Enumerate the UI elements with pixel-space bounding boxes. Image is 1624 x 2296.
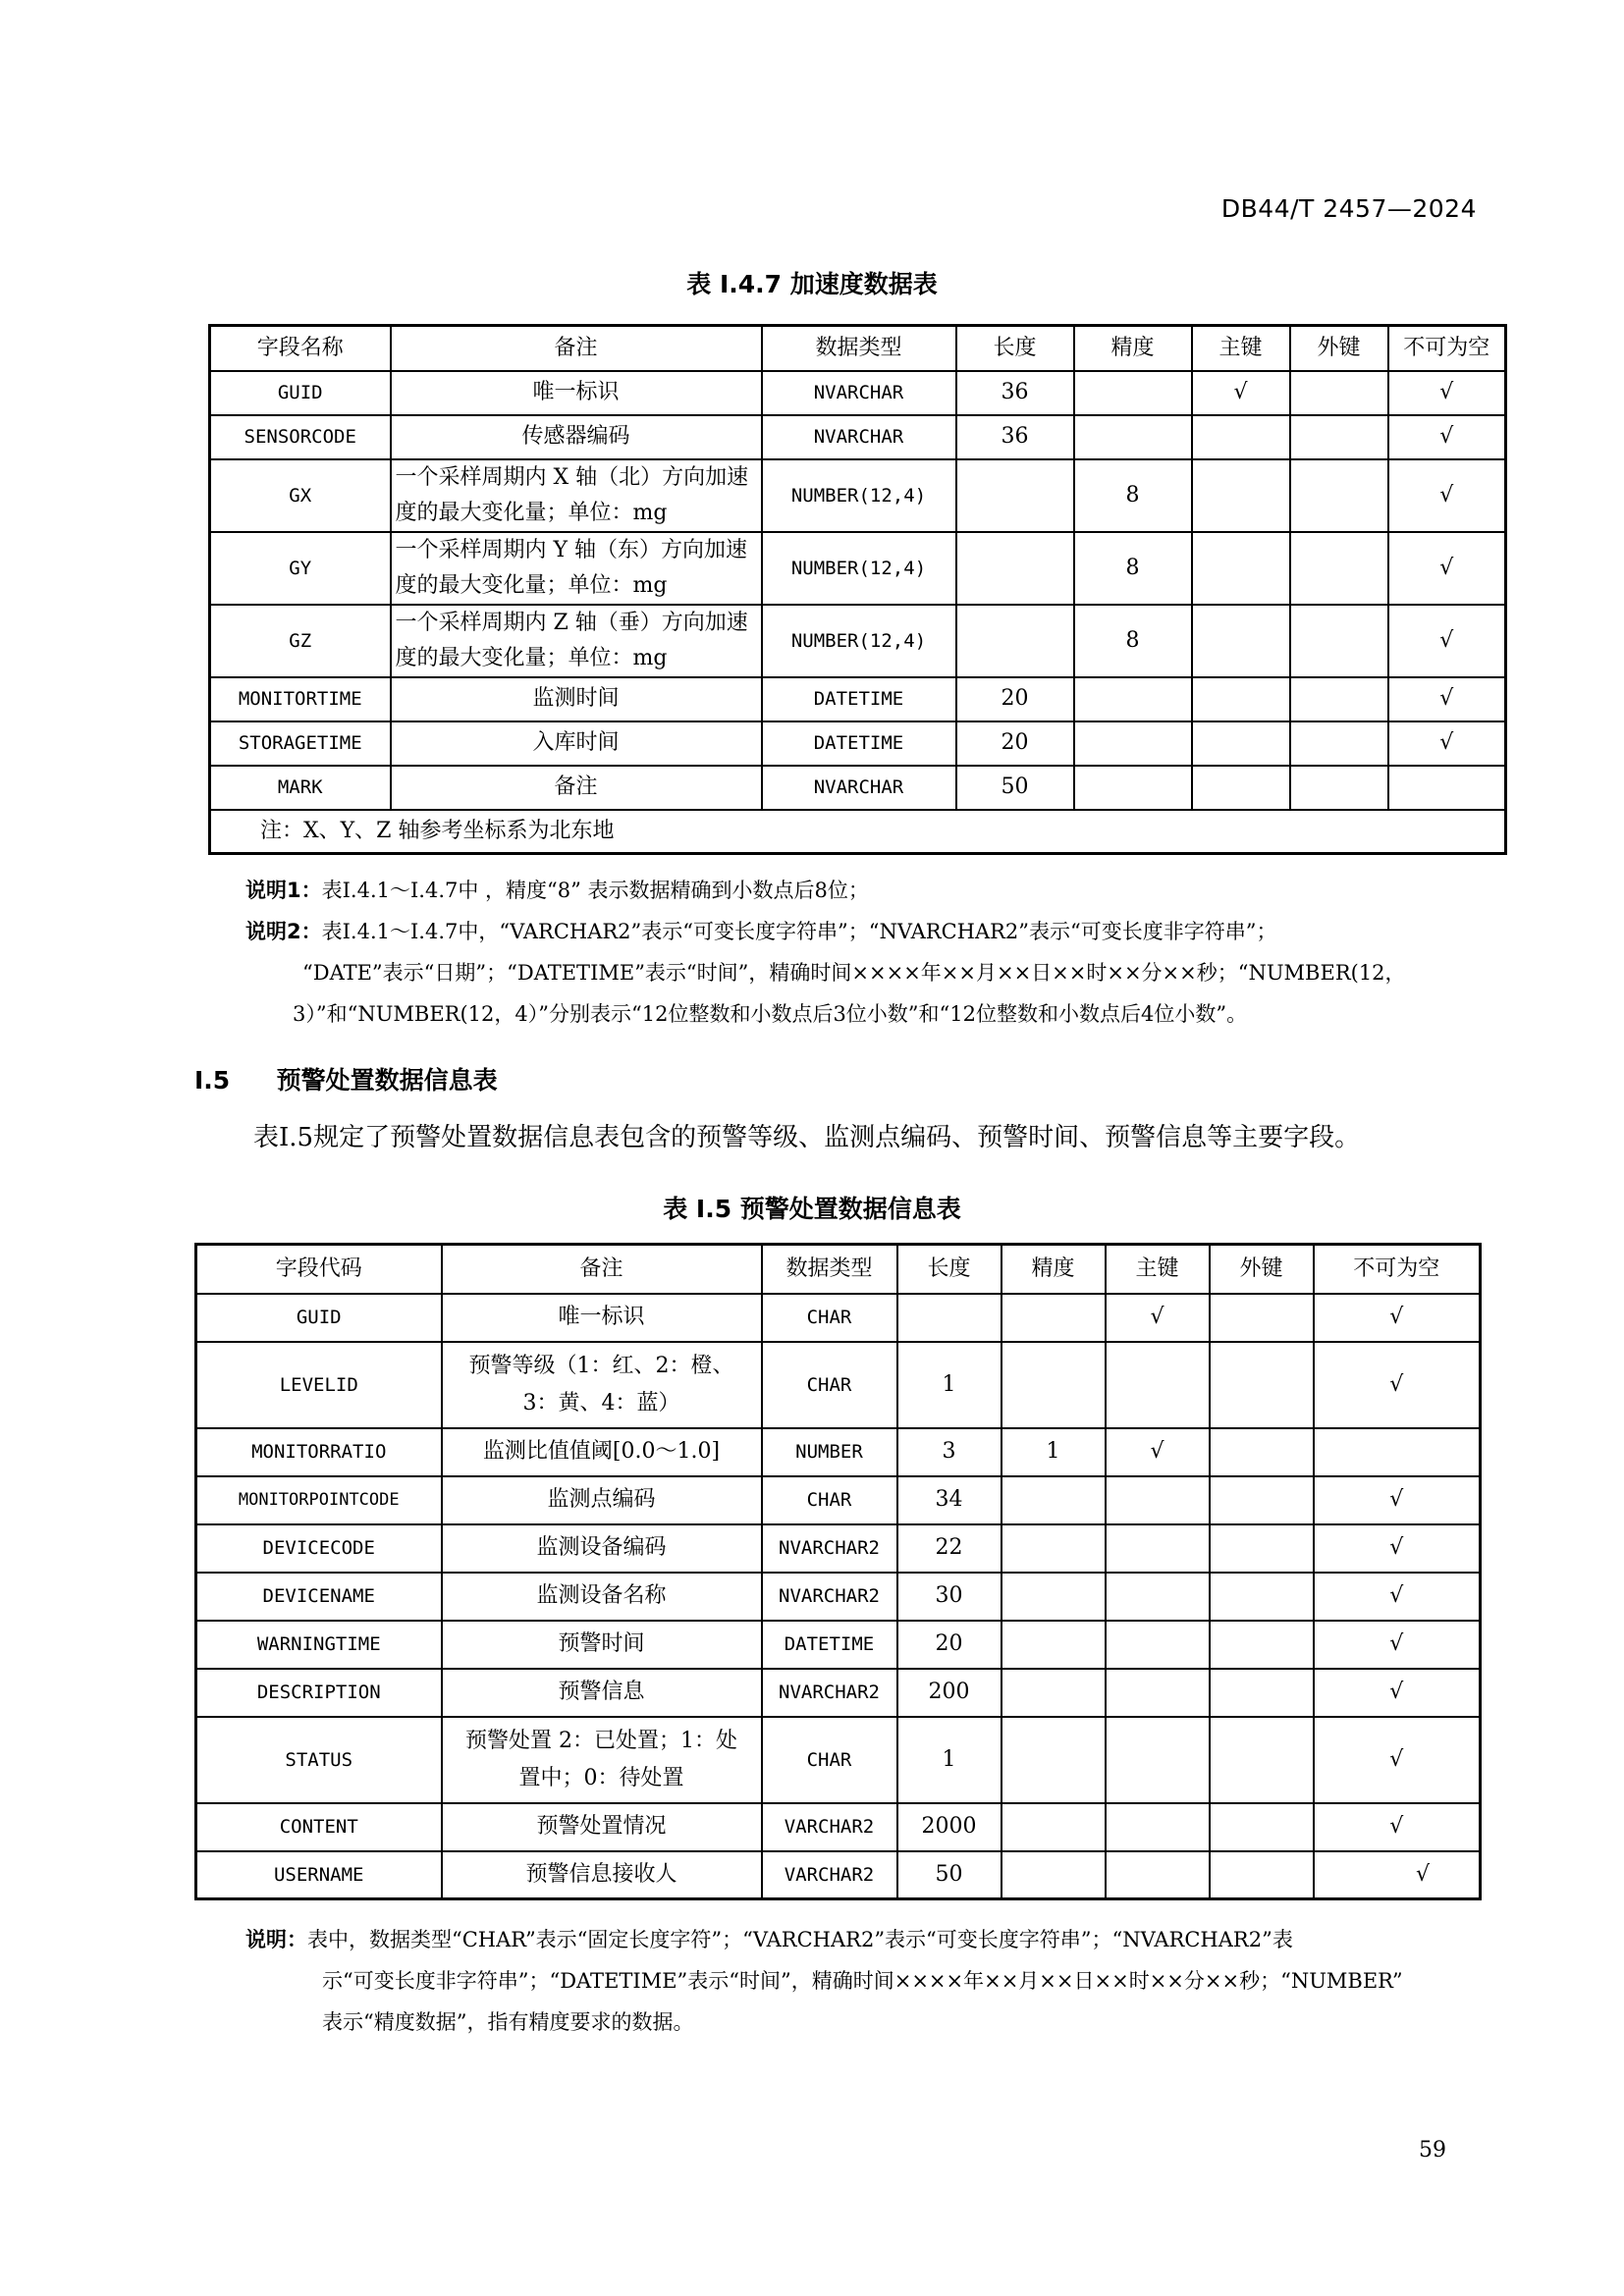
field-length xyxy=(897,1294,1001,1342)
field-code: DEVICENAME xyxy=(196,1573,442,1621)
field-code: GUID xyxy=(196,1294,442,1342)
field-not-null: √ xyxy=(1388,677,1506,721)
field-not-null xyxy=(1314,1428,1481,1476)
field-remark: 一个采样周期内 X 轴（北）方向加速度的最大变化量；单位：mg xyxy=(391,459,762,532)
field-foreign-key xyxy=(1290,371,1388,415)
field-name: GY xyxy=(210,532,391,605)
field-primary-key xyxy=(1192,721,1290,766)
field-precision xyxy=(1001,1294,1106,1342)
table-row xyxy=(196,1524,1481,1573)
field-type: NVARCHAR xyxy=(762,415,956,459)
field-remark: 入库时间 xyxy=(391,721,762,766)
field-primary-key xyxy=(1106,1803,1210,1851)
table2-header-cell: 主键 xyxy=(1106,1245,1210,1294)
field-type: CHAR xyxy=(762,1294,897,1342)
field-foreign-key xyxy=(1210,1524,1314,1573)
field-primary-key xyxy=(1192,605,1290,677)
notes-block-2 xyxy=(245,1919,1512,2043)
field-foreign-key xyxy=(1290,415,1388,459)
table2-header-row xyxy=(196,1245,1481,1294)
field-not-null: √ xyxy=(1314,1717,1481,1803)
field-name: SENSORCODE xyxy=(210,415,391,459)
field-primary-key xyxy=(1106,1342,1210,1428)
field-foreign-key xyxy=(1210,1342,1314,1428)
field-primary-key xyxy=(1192,459,1290,532)
field-type: NUMBER(12,4) xyxy=(762,605,956,677)
field-type: DATETIME xyxy=(762,677,956,721)
table2-header-cell: 长度 xyxy=(897,1245,1001,1294)
field-primary-key xyxy=(1106,1669,1210,1717)
field-type: NUMBER xyxy=(762,1428,897,1476)
field-name: MONITORTIME xyxy=(210,677,391,721)
section-paragraph: 表I.5规定了预警处置数据信息表包含的预警等级、监测点编码、预警时间、预警信息等主要字段。 xyxy=(253,1123,1361,1152)
field-length: 20 xyxy=(956,721,1074,766)
table-row xyxy=(210,766,1506,810)
field-not-null: √ xyxy=(1314,1621,1481,1669)
field-not-null: √ xyxy=(1388,605,1506,677)
table1-header-cell: 不可为空 xyxy=(1388,326,1506,371)
table-row xyxy=(196,1294,1481,1342)
field-code: MONITORPOINTCODE xyxy=(196,1476,442,1524)
document-code: DB44/T 2457—2024 xyxy=(1220,194,1477,223)
table2-header-cell: 备注 xyxy=(442,1245,762,1294)
field-length: 2000 xyxy=(897,1803,1001,1851)
field-length: 36 xyxy=(956,415,1074,459)
field-remark: 监测设备编码 xyxy=(442,1524,762,1573)
table2-note-line3: 表示“精度数据”，指有精度要求的数据。 xyxy=(322,2010,694,2034)
field-length: 30 xyxy=(897,1573,1001,1621)
field-code: STATUS xyxy=(196,1717,442,1803)
table1-header-cell: 字段名称 xyxy=(210,326,391,371)
table1-footnote: 注：X、Y、Z 轴参考坐标系为北东地 xyxy=(210,810,1506,854)
field-not-null: √ xyxy=(1388,721,1506,766)
field-not-null: √ xyxy=(1314,1294,1481,1342)
table2-header-cell: 不可为空 xyxy=(1314,1245,1481,1294)
table-row xyxy=(210,677,1506,721)
notes-block-1 xyxy=(245,870,1522,1035)
field-primary-key xyxy=(1192,677,1290,721)
note1-text: 表I.4.1～I.4.7中 ，精度“8” 表示数据精确到小数点后8位； xyxy=(321,879,869,902)
field-not-null: √ xyxy=(1314,1851,1481,1899)
field-not-null: √ xyxy=(1314,1524,1481,1573)
field-remark: 一个采样周期内 Z 轴（垂）方向加速度的最大变化量；单位：mg xyxy=(391,605,762,677)
table-row xyxy=(196,1669,1481,1717)
section-number: I.5 xyxy=(194,1066,231,1095)
field-name: GZ xyxy=(210,605,391,677)
table2-note-label: 说明： xyxy=(245,1928,307,1951)
field-remark: 预警处置 2：已处置；1：处置中；0：待处置 xyxy=(442,1717,762,1803)
table1-header-cell: 数据类型 xyxy=(762,326,956,371)
field-code: DEVICECODE xyxy=(196,1524,442,1573)
field-name: GX xyxy=(210,459,391,532)
field-type: CHAR xyxy=(762,1342,897,1428)
field-code: USERNAME xyxy=(196,1851,442,1899)
field-type: NVARCHAR xyxy=(762,766,956,810)
field-precision xyxy=(1001,1573,1106,1621)
table-row xyxy=(210,415,1506,459)
field-type: NVARCHAR2 xyxy=(762,1669,897,1717)
field-code: MONITORRATIO xyxy=(196,1428,442,1476)
field-foreign-key xyxy=(1210,1621,1314,1669)
field-foreign-key xyxy=(1290,721,1388,766)
field-name: STORAGETIME xyxy=(210,721,391,766)
table-row xyxy=(210,459,1506,532)
field-length: 20 xyxy=(956,677,1074,721)
field-precision xyxy=(1074,415,1192,459)
field-remark: 监测比值值阈[0.0～1.0] xyxy=(442,1428,762,1476)
table1-header-cell: 长度 xyxy=(956,326,1074,371)
field-remark: 监测点编码 xyxy=(442,1476,762,1524)
table2-header-cell: 数据类型 xyxy=(762,1245,897,1294)
table1-caption: 表 I.4.7 加速度数据表 xyxy=(686,270,938,298)
field-not-null: √ xyxy=(1314,1573,1481,1621)
note2-text-line2: “DATE”表示“日期”；“DATETIME”表示“时间”，精确时间××××年××月××日××时××分××秒；“NUMBER(12， xyxy=(302,961,1406,985)
field-remark: 唯一标识 xyxy=(442,1294,762,1342)
field-primary-key xyxy=(1192,766,1290,810)
field-type: DATETIME xyxy=(762,1621,897,1669)
field-precision: 1 xyxy=(1001,1428,1106,1476)
field-length xyxy=(956,459,1074,532)
field-precision xyxy=(1001,1669,1106,1717)
note2-label: 说明2： xyxy=(245,920,322,943)
field-type: NVARCHAR xyxy=(762,371,956,415)
field-not-null: √ xyxy=(1314,1803,1481,1851)
section-heading xyxy=(194,1061,498,1096)
note2-text-line1: 表I.4.1～I.4.7中，“VARCHAR2”表示“可变长度字符串”；“NVARCHAR2”表示“可变长度非字符串”； xyxy=(321,920,1277,943)
field-code: WARNINGTIME xyxy=(196,1621,442,1669)
field-foreign-key xyxy=(1210,1669,1314,1717)
acceleration-data-table xyxy=(208,324,1507,855)
field-not-null: √ xyxy=(1388,371,1506,415)
field-primary-key xyxy=(1106,1621,1210,1669)
field-primary-key xyxy=(1106,1524,1210,1573)
field-type: DATETIME xyxy=(762,721,956,766)
table1-header-cell: 主键 xyxy=(1192,326,1290,371)
field-remark: 预警处置情况 xyxy=(442,1803,762,1851)
table-row xyxy=(196,1573,1481,1621)
field-precision xyxy=(1074,371,1192,415)
field-length: 50 xyxy=(897,1851,1001,1899)
field-primary-key: √ xyxy=(1192,371,1290,415)
field-precision xyxy=(1001,1851,1106,1899)
field-foreign-key xyxy=(1210,1573,1314,1621)
field-length: 34 xyxy=(897,1476,1001,1524)
field-precision xyxy=(1001,1342,1106,1428)
field-length: 1 xyxy=(897,1717,1001,1803)
field-remark: 传感器编码 xyxy=(391,415,762,459)
field-precision: 8 xyxy=(1074,605,1192,677)
field-name: MARK xyxy=(210,766,391,810)
field-primary-key xyxy=(1192,532,1290,605)
field-name: GUID xyxy=(210,371,391,415)
field-foreign-key xyxy=(1210,1428,1314,1476)
field-not-null: √ xyxy=(1314,1669,1481,1717)
field-remark: 监测设备名称 xyxy=(442,1573,762,1621)
field-primary-key xyxy=(1106,1476,1210,1524)
field-code: DESCRIPTION xyxy=(196,1669,442,1717)
field-type: NUMBER(12,4) xyxy=(762,459,956,532)
field-length: 22 xyxy=(897,1524,1001,1573)
field-length: 20 xyxy=(897,1621,1001,1669)
note2-text-line3: 3）”和“NUMBER(12，4）”分别表示“12位整数和小数点后3位小数”和“12位整数和小数点后4位小数”。 xyxy=(293,1002,1248,1026)
field-code: LEVELID xyxy=(196,1342,442,1428)
field-precision xyxy=(1074,677,1192,721)
field-type: NVARCHAR2 xyxy=(762,1573,897,1621)
field-not-null: √ xyxy=(1388,459,1506,532)
field-precision xyxy=(1001,1524,1106,1573)
field-type: NUMBER(12,4) xyxy=(762,532,956,605)
field-type: NVARCHAR2 xyxy=(762,1524,897,1573)
field-precision xyxy=(1001,1476,1106,1524)
table-row xyxy=(210,605,1506,677)
field-foreign-key xyxy=(1290,459,1388,532)
table1-header-cell: 外键 xyxy=(1290,326,1388,371)
field-foreign-key xyxy=(1210,1803,1314,1851)
field-remark: 预警等级（1：红、2：橙、3：黄、4：蓝） xyxy=(442,1342,762,1428)
field-foreign-key xyxy=(1210,1717,1314,1803)
field-remark: 唯一标识 xyxy=(391,371,762,415)
field-foreign-key xyxy=(1290,532,1388,605)
table-row xyxy=(196,1342,1481,1428)
table-row xyxy=(196,1717,1481,1803)
table-row xyxy=(196,1476,1481,1524)
field-foreign-key xyxy=(1290,677,1388,721)
table-row xyxy=(196,1621,1481,1669)
field-foreign-key xyxy=(1210,1476,1314,1524)
table-row xyxy=(196,1803,1481,1851)
field-primary-key: √ xyxy=(1106,1294,1210,1342)
field-precision: 8 xyxy=(1074,459,1192,532)
table2-header-cell: 字段代码 xyxy=(196,1245,442,1294)
table-row xyxy=(196,1428,1481,1476)
field-primary-key xyxy=(1106,1573,1210,1621)
field-length: 200 xyxy=(897,1669,1001,1717)
table1-header-cell: 备注 xyxy=(391,326,762,371)
field-length: 36 xyxy=(956,371,1074,415)
table-row xyxy=(210,721,1506,766)
field-foreign-key xyxy=(1290,766,1388,810)
field-remark: 一个采样周期内 Y 轴（东）方向加速度的最大变化量；单位：mg xyxy=(391,532,762,605)
table1-header-row xyxy=(210,326,1506,371)
field-length: 3 xyxy=(897,1428,1001,1476)
field-code: CONTENT xyxy=(196,1803,442,1851)
field-type: CHAR xyxy=(762,1717,897,1803)
field-not-null: √ xyxy=(1314,1476,1481,1524)
field-length xyxy=(956,605,1074,677)
table-row xyxy=(210,371,1506,415)
field-not-null xyxy=(1388,766,1506,810)
field-precision xyxy=(1001,1621,1106,1669)
field-foreign-key xyxy=(1290,605,1388,677)
field-precision xyxy=(1074,766,1192,810)
page-number: 59 xyxy=(1419,2138,1446,2163)
field-precision xyxy=(1001,1717,1106,1803)
table1-header-cell: 精度 xyxy=(1074,326,1192,371)
field-foreign-key xyxy=(1210,1294,1314,1342)
table2-note-line2: 示“可变长度非字符串”；“DATETIME”表示“时间”，精确时间××××年××月××日××时××分××秒；“NUMBER” xyxy=(322,1969,1403,1993)
field-foreign-key xyxy=(1210,1851,1314,1899)
field-length: 50 xyxy=(956,766,1074,810)
field-type: CHAR xyxy=(762,1476,897,1524)
field-primary-key xyxy=(1106,1717,1210,1803)
table1-footnote-row xyxy=(210,810,1506,854)
field-primary-key: √ xyxy=(1106,1428,1210,1476)
field-remark: 预警时间 xyxy=(442,1621,762,1669)
field-precision xyxy=(1001,1803,1106,1851)
field-length xyxy=(956,532,1074,605)
field-remark: 预警信息接收人 xyxy=(442,1851,762,1899)
field-not-null: √ xyxy=(1388,415,1506,459)
warning-disposal-table xyxy=(194,1243,1482,1900)
field-precision: 8 xyxy=(1074,532,1192,605)
field-not-null: √ xyxy=(1388,532,1506,605)
field-remark: 备注 xyxy=(391,766,762,810)
field-primary-key xyxy=(1106,1851,1210,1899)
table2-note-line1: 表中，数据类型“CHAR”表示“固定长度字符”；“VARCHAR2”表示“可变长度字符串”；“NVARCHAR2”表 xyxy=(307,1928,1293,1951)
section-title: 预警处置数据信息表 xyxy=(276,1066,498,1095)
field-remark: 监测时间 xyxy=(391,677,762,721)
field-length: 1 xyxy=(897,1342,1001,1428)
table-row xyxy=(210,532,1506,605)
table2-header-cell: 外键 xyxy=(1210,1245,1314,1294)
field-not-null: √ xyxy=(1314,1342,1481,1428)
table-row xyxy=(196,1851,1481,1899)
note1-label: 说明1： xyxy=(245,879,322,902)
field-type: VARCHAR2 xyxy=(762,1803,897,1851)
field-type: VARCHAR2 xyxy=(762,1851,897,1899)
table2-caption: 表 I.5 预警处置数据信息表 xyxy=(663,1195,961,1223)
table2-header-cell: 精度 xyxy=(1001,1245,1106,1294)
field-primary-key xyxy=(1192,415,1290,459)
field-remark: 预警信息 xyxy=(442,1669,762,1717)
field-precision xyxy=(1074,721,1192,766)
